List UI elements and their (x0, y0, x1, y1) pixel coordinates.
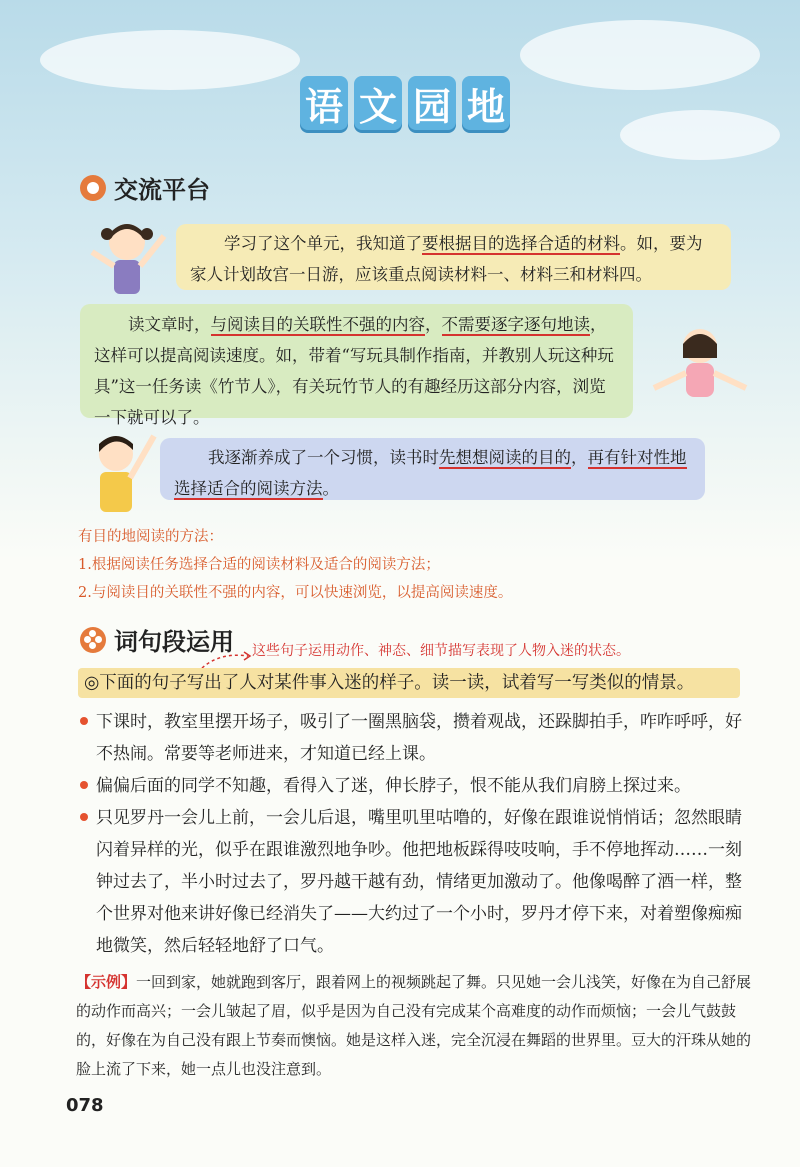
title-char: 文 (354, 76, 402, 130)
example-tag: 【示例】 (76, 973, 137, 991)
page-title (300, 76, 510, 134)
bullet-icon (80, 717, 88, 725)
example-sentence (96, 706, 756, 770)
bubble-text: 。如，要为家人计划故宫一日游，应该重点阅读材料一、材料三和材料四。 (190, 234, 703, 284)
boy-character-icon (80, 424, 170, 520)
exercise-prompt: ◎下面的句子写出了人对某件事入迷的样子。读一读，试着写一写类似的情景。 (78, 668, 740, 698)
example-sentence (96, 770, 756, 802)
section-heading-exchange (80, 170, 210, 205)
example-paragraph (76, 968, 752, 1084)
speech-bubble-2 (80, 304, 633, 427)
section-heading-text: 交流平台 (114, 176, 210, 204)
underlined-text: 不需要逐字逐句地读 (441, 315, 590, 334)
underlined-text: 与阅读目的关联性不强的内容 (210, 315, 425, 334)
girl-character-icon (640, 318, 760, 408)
sentence-text: 只见罗丹一会儿上前，一会儿后退，嘴里叽里咕噜的，好像在跟谁说悄悄话；忽然眼睛闪着异样的光，似乎在跟谁激烈地争吵。他把地板踩得吱吱响，手不停地挥动……一刻钟过去了，半小时过去了，罗丹越干越有劲，情绪更加激动了。他像喝醉了酒一样，整个世界对他来讲好像已经消失了——大约过了一个小时，罗丹才停下来，对着塑像痴痴地微笑，然后轻轻地舒了口气。 (96, 808, 742, 956)
title-char: 语 (300, 76, 348, 130)
method-item: 1.根据阅读任务选择合适的阅读材料及适合的阅读方法； (78, 557, 440, 573)
girl-character-icon (82, 212, 172, 302)
page-number: 078 (66, 1095, 104, 1116)
example-sentence (96, 802, 756, 962)
bubble-text: 学习了这个单元，我知道了 (224, 234, 422, 253)
bubble-text: 我逐渐养成了一个习惯，读书时 (208, 448, 439, 467)
bubble-text: 读文章时， (128, 315, 211, 334)
bubble-text: 。 (322, 479, 339, 498)
method-title: 有目的地阅读的方法： (78, 529, 223, 545)
underlined-text: 要根据目的选择合适的材料 (422, 234, 620, 253)
method-item: 2.与阅读目的关联性不强的内容，可以快速浏览，以提高阅读速度。 (78, 585, 513, 601)
sentence-text: 偏偏后面的同学不知趣，看得入了迷，伸长脖子，恨不能从我们肩膀上探过来。 (96, 776, 691, 796)
cloud (40, 30, 300, 90)
film-reel-icon (80, 627, 106, 653)
bullet-icon (80, 781, 88, 789)
underlined-text: 再有针对性地选择适合的阅读方法 (174, 448, 687, 498)
bullet-icon (80, 813, 88, 821)
speech-bubble-3 (160, 438, 705, 500)
section-icon (80, 175, 106, 201)
underlined-text: 先想想阅读的目的 (439, 448, 571, 467)
bubble-text: ， (425, 315, 442, 334)
title-char: 园 (408, 76, 456, 130)
speech-bubble-1 (176, 224, 731, 290)
title-char: 地 (462, 76, 510, 130)
annotation-note: 这些句子运用动作、神态、细节描写表现了人物入迷的状态。 (252, 643, 630, 659)
sentence-text: 下课时，教室里摆开场子，吸引了一圈黑脑袋，攒着观战，还跺脚拍手，咋咋呼呼，好不热闹。常要等老师进来，才知道已经上课。 (96, 712, 742, 764)
dashed-arrow-icon (200, 650, 254, 670)
example-text: 一回到家，她就跑到客厅，跟着网上的视频跳起了舞。只见她一会儿浅笑，好像在为自己舒展的动作而高兴；一会儿皱起了眉，似乎是因为自己没有完成某个高难度的动作而烦恼；一会儿气鼓鼓的，好像在为自己没有跟上节奏而懊恼。她是这样入迷，完全沉浸在舞蹈的世界里。豆大的汗珠从她的脸上流了下来，她一点儿也没注意到。 (76, 973, 752, 1078)
section-heading-text: 词句段运用 (114, 628, 234, 656)
bubble-text: ， (571, 448, 588, 467)
bubble-text: ，这样可以提高阅读速度。如，带着“写玩具制作指南，并教别人玩这种玩具”这一任务读《竹节人》，有关玩竹节人的有趣经历这部分内容，浏览一下就可以了。 (94, 315, 614, 427)
cloud (620, 110, 780, 160)
cloud (520, 20, 760, 90)
